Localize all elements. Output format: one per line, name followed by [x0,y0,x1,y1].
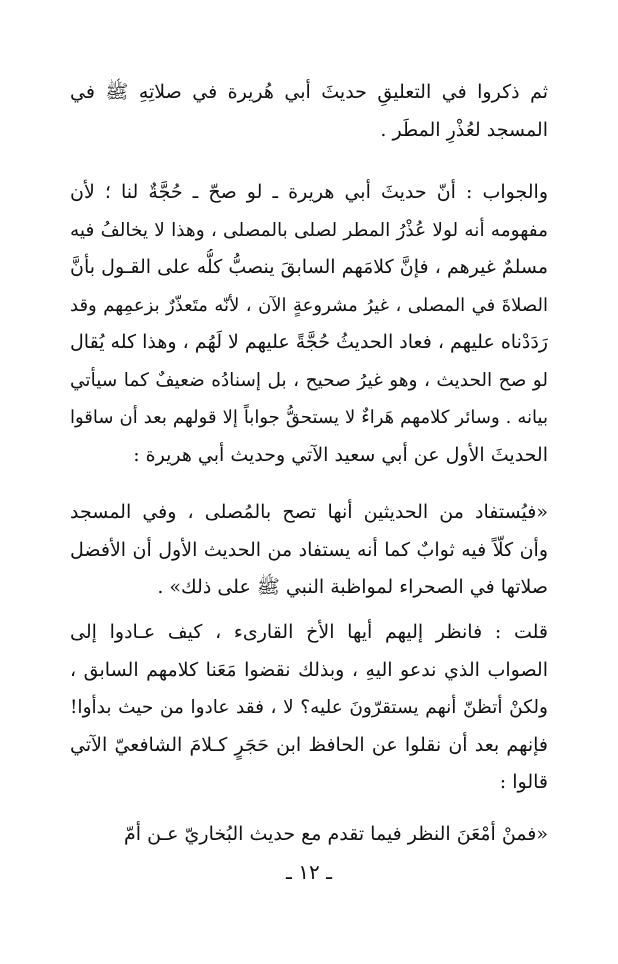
text-line: «فيُستفاد من الحديثين أنها تصح بالمُصلى ، وفي المسجد [70,501,548,523]
paragraph-quotation-start [70,816,548,854]
text-line: ثم ذكروا في التعليقِ حديثَ أبي هُريرة في صلاتِهِ ﷺ في [70,81,548,103]
text-line: الحديثَ الأول عن أبي سعيد الآتي وحديث أبي هريرة : [133,443,548,466]
text-line: المسجد لعُذْرِ المطَر . [380,118,548,141]
text-line: مسلمٌ غيرهم ، فإنَّ كلامَهم السابقَ ينصبُّ كلُّه على القـول بأنَّ [70,256,548,278]
paragraph-intro [70,74,548,149]
text-line: مفهومه أنه لولا عُذْرُ المطر لصلى بالمصلى ، وهذا لا يخالفُ فيه [70,219,548,241]
text-line: لو صح الحديث ، وهو غيرُ صحيح ، بل إسنادُه ضعيفٌ كما سيأتي [70,369,548,391]
text-line: قالوا : [499,771,548,793]
text-line: والجواب : أنّ حديثَ أبي هريرة ـ لو صحّ ـ حُجَّةٌ لنا ؛ لأن [70,181,548,203]
text-line: رَدَدْناه عليهم ، فعاد الحديثُ حُجَّةً عليهم لا لَهُم ، وهذا كله يُقال [70,331,548,353]
text-line: ولكنْ أتظنّ أنهم يستقرّونَ عليه؟ لا ، فقد عادوا من حيث بدأوا! [70,697,548,718]
text-line: وأن كلّاً فيه ثوابٌ كما أنه يستفاد من الحديث الأول أن الأفضل [70,538,548,561]
text-line: فإنهم بعد أن نقلوا عن الحافظ ابن حَجَرٍ كـلامَ الشافعيّ الآتي [70,733,548,756]
text-line: قلت : فانظر إليهم أيها الأخ القارىء ، كيف عـادوا إلى [70,621,548,643]
text-line: «فمنْ أمْعَنَ النظر فيما تقدم مع حديث البُخاريّ عـن أمّ [124,823,548,845]
paragraph-commentary [70,614,548,802]
text-line: الصلاةَ في المصلى ، غيرُ مشروعةٍ الآن ، لأنّه متَعذّرٌ بزعمِهم وقد [70,294,548,316]
text-line: الصواب الذي ندعو اليهِ ، وبذلك نقضوا مَعَنا كلامهم السابق ، [70,658,548,681]
text-line: بيانه . وسائر كلامهم هَراءٌ لا يستحقُّ جواباً إلا قولهم بعد أن ساقوا [70,407,548,428]
text-line: صلاتها في الصحراء لمواظبة النبي ﷺ على ذلك» . [157,576,548,598]
page-number: ـ ١٢ ـ [286,860,332,884]
paragraph-quotation [70,494,548,607]
paragraph-answer [70,174,548,474]
